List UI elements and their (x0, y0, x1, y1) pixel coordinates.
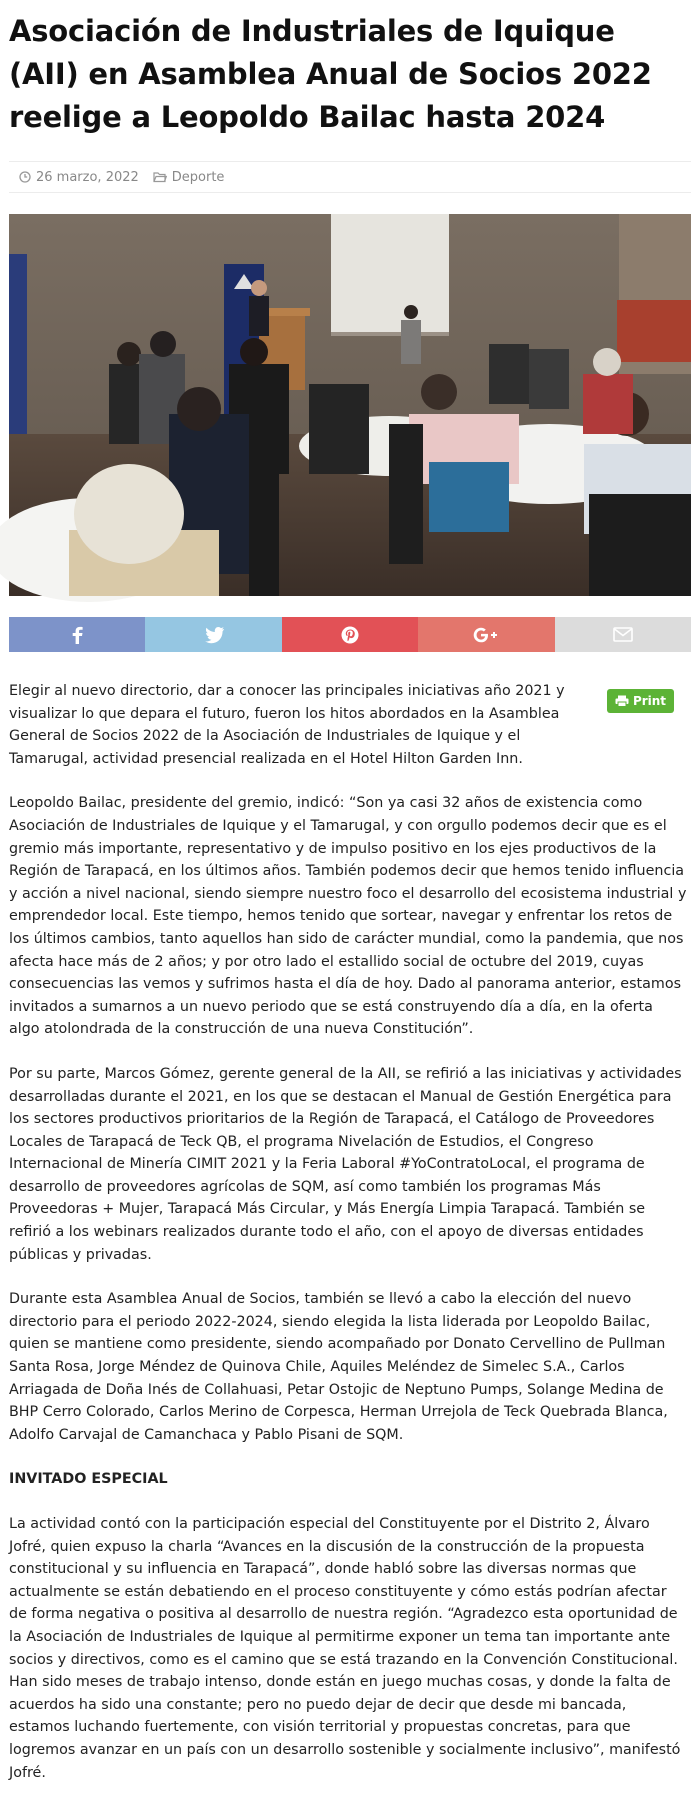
email-icon (613, 627, 633, 642)
date-meta (19, 170, 139, 185)
share-pinterest-button[interactable] (282, 617, 418, 652)
article-paragraph: Leopoldo Bailac, presidente del gremio, indicó: “Son ya casi 32 años de existencia como Asociación de Industriales de Iquique y el Tamarugal, y con orgullo podemos decir que es el gremio más importante, representativo y de impulso positivo en los ejes productivos de la Región de Tarapacá, en los últimos años. También podemos decir que hemos tenido influencia y acción a nivel nacional, siendo siempre nuestro foco el desarrollo del ecosistema industrial y emprendedor local. Este tiempo, hemos tenido que sortear, navegar y enfrentar los retos de los últimos cambios, tanto aquellos han sido de carácter mundial, como la pandemia, que nos afecta hace más de 2 años; y por otro lado el estallido social de octubre del 2019, cuyas consecuencias las vemos y sufrimos hasta el día de hoy. Dado al panorama anterior, estamos invitados a sumarnos a un nuevo periodo que se está construyendo día a día, en la oferta algo atolondrada de la construcción de una nueva Constitución”. (9, 795, 687, 1038)
share-email-button[interactable] (555, 617, 691, 652)
share-twitter-button[interactable] (145, 617, 281, 652)
article-title: Asociación de Industriales de Iquique (AII) en Asamblea Anual de Socios 2022 reelige a Leopoldo Bailac hasta 2024 (9, 14, 652, 134)
folder-icon (153, 171, 167, 183)
twitter-icon (204, 627, 224, 643)
article-paragraph: Por su parte, Marcos Gómez, gerente general de la AII, se refirió a las iniciativas y actividades desarrolladas durante el 2021, en los que se destacan el Manual de Gestión Energética para los sectores productivos prioritarios de la Región de Tarapacá, el Catálogo de Proveedores Locales de Tarapacá de Teck QB, el programa Nivelación de Estudios, el Congreso Internacional de Minería CIMIT 2021 y la Feria Laboral #YoContratoLocal, el programa de desarrollo de proveedores agrícolas de SQM, así como también los programas Más Proveedoras + Mujer, Tarapacá Más Circular, y Más Energía Limpia Tarapacá. También se refirió a los webinars realizados durante todo el año, con el apoyo de diversas entidades públicas y privadas. (9, 1065, 682, 1263)
article-meta (9, 161, 691, 193)
share-facebook-button[interactable] (9, 617, 145, 652)
article-body (9, 680, 687, 1806)
article-paragraph: La actividad contó con la participación especial del Constituyente por el Distrito 2, Álvaro Jofré, quien expuso la charla “Avances en la discusión de la construcción de la propuesta constitucional y su influencia en Tarapacá”, donde habló sobre las diversas normas que actualmente se están debatiendo en el proceso constituyente y cómo estás podrían afectar de forma negativa o positiva al desarrollo de nuestra región. “Agradezco esta oportunidad de la Asociación de Industriales de Iquique al permitirme exponer un tema tan importante ante socios y directivos, como es el camino que se está trazando en la Convención Constitucional. Han sido meses de trabajo intenso, donde están en juego muchas cosas, y donde la falta de acuerdos ha sido una constante; pero no puedo dejar de decir que desde mi bancada, estamos luchando fuertemente, con visión territorial y propuestas concretas, para que logremos avanzar en un país con un desarrollo sostenible y socialmente inclusivo”, manifestó Jofré. (9, 1516, 681, 1781)
pinterest-icon (341, 626, 359, 644)
share-bar (9, 617, 691, 652)
article-paragraph: Elegir al nuevo directorio, dar a conocer las principales iniciativas año 2021 y visualizar lo que depara el futuro, fueron los hitos abordados en la Asamblea General de Socios 2022 de la Asociación de Industriales de Iquique y el Tamarugal, actividad presencial realizada en el Hotel Hilton Garden Inn. (9, 683, 565, 767)
clock-icon (19, 171, 31, 183)
google-plus-icon (473, 627, 499, 643)
article-date: 26 marzo, 2022 (36, 169, 139, 185)
section-heading: INVITADO ESPECIAL (9, 1471, 168, 1488)
category-meta[interactable] (153, 170, 225, 185)
share-google-plus-button[interactable] (418, 617, 554, 652)
facebook-icon (70, 626, 84, 644)
article-category-link[interactable]: Deporte (171, 169, 225, 185)
article-paragraph: Durante esta Asamblea Anual de Socios, también se llevó a cabo la elección del nuevo directorio para el periodo 2022-2024, siendo elegida la lista liderada por Leopoldo Bailac, quien se mantiene como presidente, siendo acompañado por Donato Cervellino de Pullman Santa Rosa, Jorge Méndez de Quinova Chile, Aquiles Meléndez de Simelec S.A., Carlos Arriagada de Doña Inés de Collahuasi, Petar Ostojic de Neptuno Pumps, Solange Medina de BHP Cerro Colorado, Carlos Merino de Corpesca, Herman Urrejola de Teck Quebrada Blanca, Adolfo Carvajal de Camanchaca y Pablo Pisani de SQM. (9, 1291, 668, 1443)
print-label: Print (632, 694, 667, 708)
article-photo (9, 214, 691, 596)
